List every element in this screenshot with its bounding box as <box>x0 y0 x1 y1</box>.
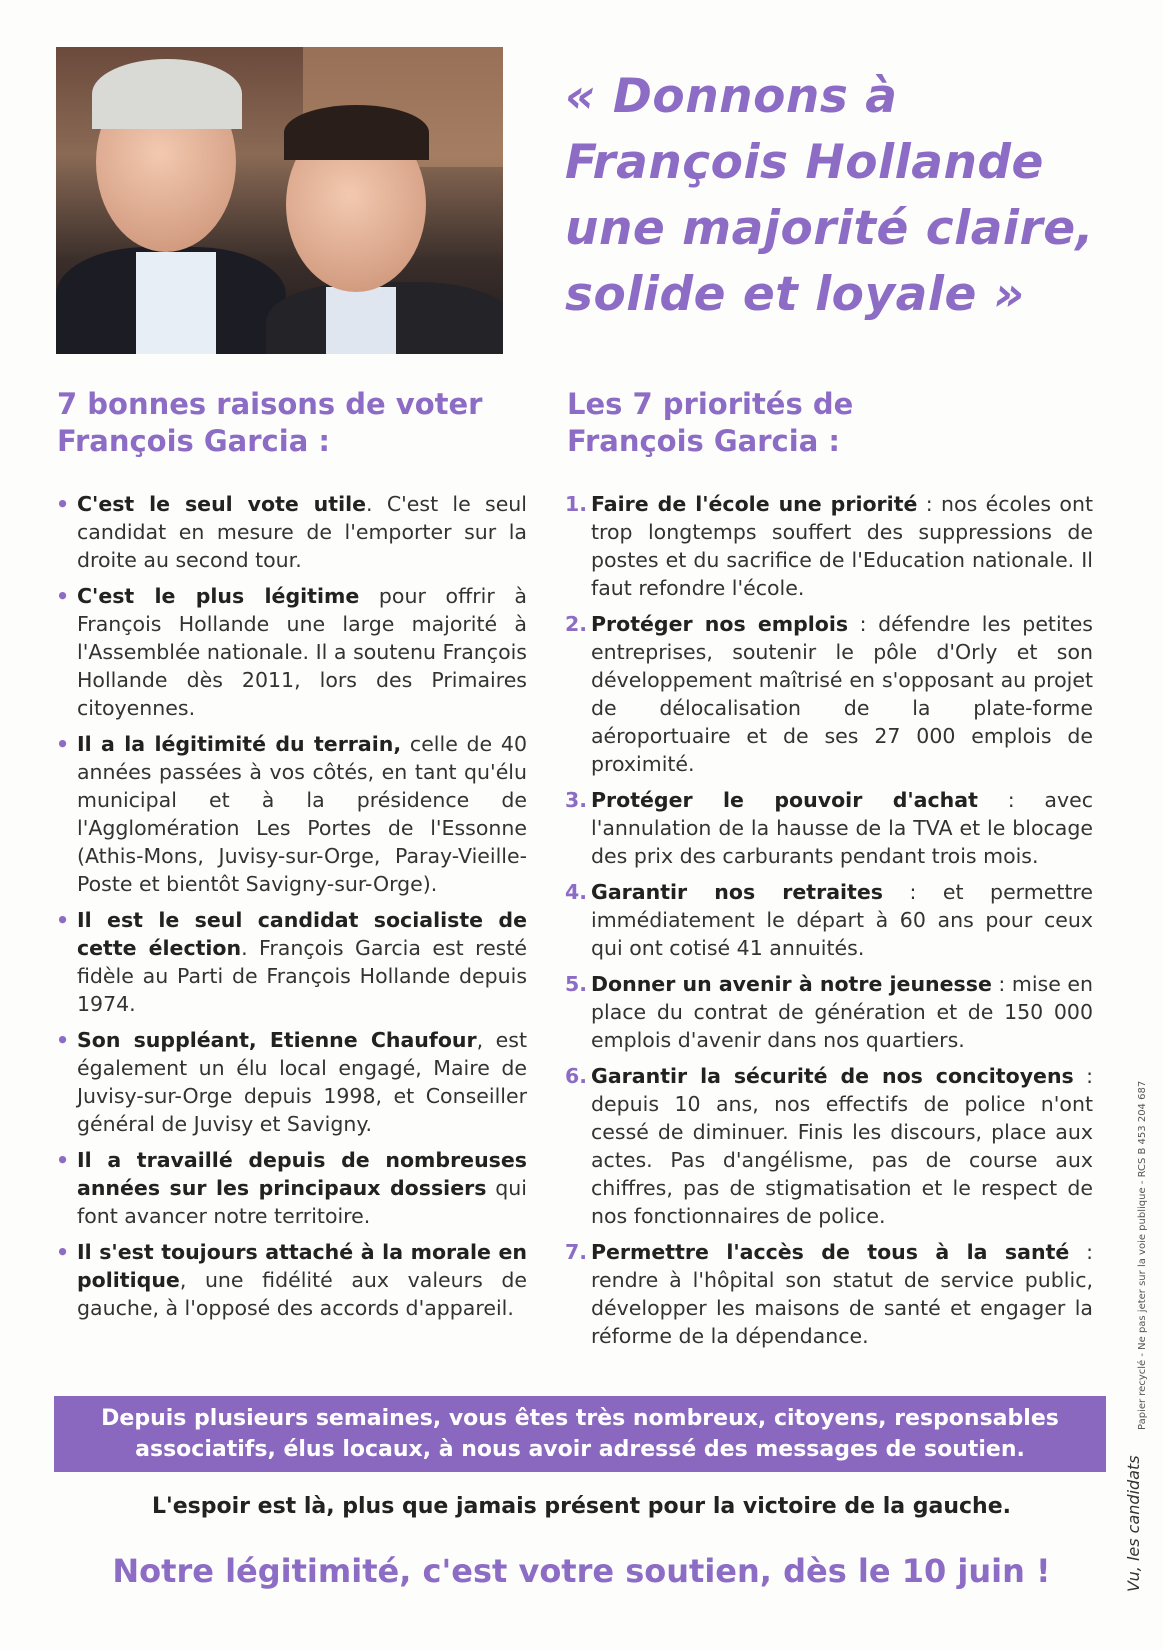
item-lead: Permettre l'accès de tous à la santé <box>591 1240 1070 1264</box>
item-lead: Son suppléant, Etienne Chaufour <box>77 1028 477 1052</box>
reason-item <box>56 582 527 722</box>
reason-item <box>56 906 528 1018</box>
reason-item <box>56 1238 527 1322</box>
item-text: : défendre les petites entreprises, soutenir le pôle d'Orly et son développement maîtrisé en s'opposant au projet de délocalisation de la plate-forme aéroportuaire et de ses 27 000 emplois de proximité. <box>591 612 1093 776</box>
list-marker: 1. <box>565 492 588 516</box>
item-text: : depuis 10 ans, nos effectifs de police n'ont cessé de diminuer. Finis les discours, place aux actes. Pas d'angélisme, pas de course aux chiffres, pas de stigmatisation et le respect de nos fonctionnaires de police. <box>591 1064 1093 1228</box>
list-marker: • <box>56 908 70 932</box>
item-text: qui font avancer notre territoire. <box>77 1176 527 1228</box>
reasons-list <box>56 490 528 1330</box>
item-text: . C'est le seul candidat en mesure de l'emporter sur la droite au second tour. <box>77 492 527 572</box>
reason-item <box>56 1146 527 1230</box>
legal-mention-candidates: Vu, les candidats <box>1124 1455 1143 1592</box>
list-marker: 5. <box>565 972 588 996</box>
list-marker: • <box>56 1028 70 1052</box>
slogan-quote <box>565 64 1094 328</box>
support-banner <box>54 1396 1106 1472</box>
item-text: : nos écoles ont trop longtemps souffert des suppressions de postes et du sacrifice de l'Education nationale. Il faut refondre l'école. <box>591 492 1093 600</box>
item-text: : mise en place du contrat de génération et de 150 000 emplois d'avenir dans nos quartiers. <box>591 972 1093 1052</box>
item-lead: C'est le seul vote utile <box>77 492 367 516</box>
legal-mention-print: Papier recyclé - Ne pas jeter sur la voie publique - RCS B 453 204 687 <box>1137 1080 1148 1430</box>
priority-item <box>565 1238 1093 1350</box>
item-text: , une fidélité aux valeurs de gauche, à l'opposé des accords d'appareil. <box>77 1268 527 1320</box>
item-lead: Il s'est toujours attaché à la morale en politique <box>77 1240 527 1292</box>
list-marker: • <box>56 492 70 516</box>
priority-item <box>565 490 1093 602</box>
item-lead: Il est le seul candidat socialiste de cette élection <box>77 908 527 960</box>
priority-item <box>565 970 1093 1054</box>
priority-item <box>565 610 1093 778</box>
heading-line: Les 7 priorités de <box>567 387 854 421</box>
heading-line: 7 bonnes raisons de voter <box>57 387 483 421</box>
heading-line: François Garcia : <box>567 424 840 458</box>
priority-item <box>565 878 1093 962</box>
item-lead: Protéger nos emplois <box>591 612 849 636</box>
item-text: . François Garcia est resté fidèle au Parti de François Hollande depuis 1974. <box>77 936 528 1016</box>
slogan-line: « Donnons à <box>565 69 898 124</box>
item-lead: Protéger le pouvoir d'achat <box>591 788 978 812</box>
slogan-line: solide et loyale » <box>565 267 1025 322</box>
reason-item <box>56 490 527 574</box>
reason-item <box>56 730 528 898</box>
item-lead: Il a la légitimité du terrain, <box>77 732 402 756</box>
item-text: celle de 40 années passées à vos côtés, en tant qu'élu municipal et à la présidence de l'Agglomération Les Portes de l'Essonne (Athis-Mons, Juvisy-sur-Orge, Paray-Vieille-Poste et bientôt Savigny-sur-Orge). <box>77 732 528 896</box>
candidates-photo <box>56 47 503 354</box>
heading-line: François Garcia : <box>57 424 330 458</box>
list-marker: • <box>56 1240 70 1264</box>
reason-item <box>56 1026 527 1138</box>
banner-line: Depuis plusieurs semaines, vous êtes très nombreux, citoyens, responsables <box>101 1406 1059 1431</box>
priorities-list <box>565 490 1093 1358</box>
list-marker: 7. <box>565 1240 588 1264</box>
item-text: : et permettre immédiatement le départ à 60 ans pour ceux qui ont cotisé 41 annuités. <box>591 880 1093 960</box>
banner-line: associatifs, élus locaux, à nous avoir adressé des messages de soutien. <box>135 1437 1025 1462</box>
item-lead: Garantir nos retraites <box>591 880 883 904</box>
list-marker: • <box>56 584 70 608</box>
priority-item <box>565 1062 1093 1230</box>
slogan-line: François Hollande <box>565 135 1044 190</box>
item-text: : rendre à l'hôpital son statut de service public, développer les maisons de santé et engager la réforme de la dépendance. <box>591 1240 1093 1348</box>
item-text: , est également un élu local engagé, Maire de Juvisy-sur-Orge depuis 1998, et Conseiller général de Juvisy et Savigny. <box>77 1028 527 1136</box>
item-lead: C'est le plus légitime <box>77 584 360 608</box>
priorities-heading <box>567 386 853 460</box>
list-marker: 3. <box>565 788 588 812</box>
item-lead: Il a travaillé depuis de nombreuses années sur les principaux dossiers <box>77 1148 527 1200</box>
list-marker: 4. <box>565 880 588 904</box>
list-marker: • <box>56 1148 70 1172</box>
list-marker: 6. <box>565 1064 588 1088</box>
item-text: : avec l'annulation de la hausse de la TVA et le blocage des prix des carburants pendant trois mois. <box>591 788 1093 868</box>
list-marker: 2. <box>565 612 588 636</box>
item-lead: Faire de l'école une priorité <box>591 492 918 516</box>
item-lead: Donner un avenir à notre jeunesse <box>591 972 992 996</box>
item-text: pour offrir à François Hollande une large majorité à l'Assemblée nationale. Il a soutenu François Hollande dès 2011, lors des Primaires citoyennes. <box>77 584 527 720</box>
hope-statement: L'espoir est là, plus que jamais présent pour la victoire de la gauche. <box>151 1494 1011 1519</box>
item-lead: Garantir la sécurité de nos concitoyens <box>591 1064 1074 1088</box>
closing-slogan: Notre légitimité, c'est votre soutien, dès le 10 juin ! <box>112 1552 1051 1590</box>
priority-item <box>565 786 1093 870</box>
reasons-heading <box>57 386 482 460</box>
list-marker: • <box>56 732 70 756</box>
slogan-line: une majorité claire, <box>565 201 1094 256</box>
